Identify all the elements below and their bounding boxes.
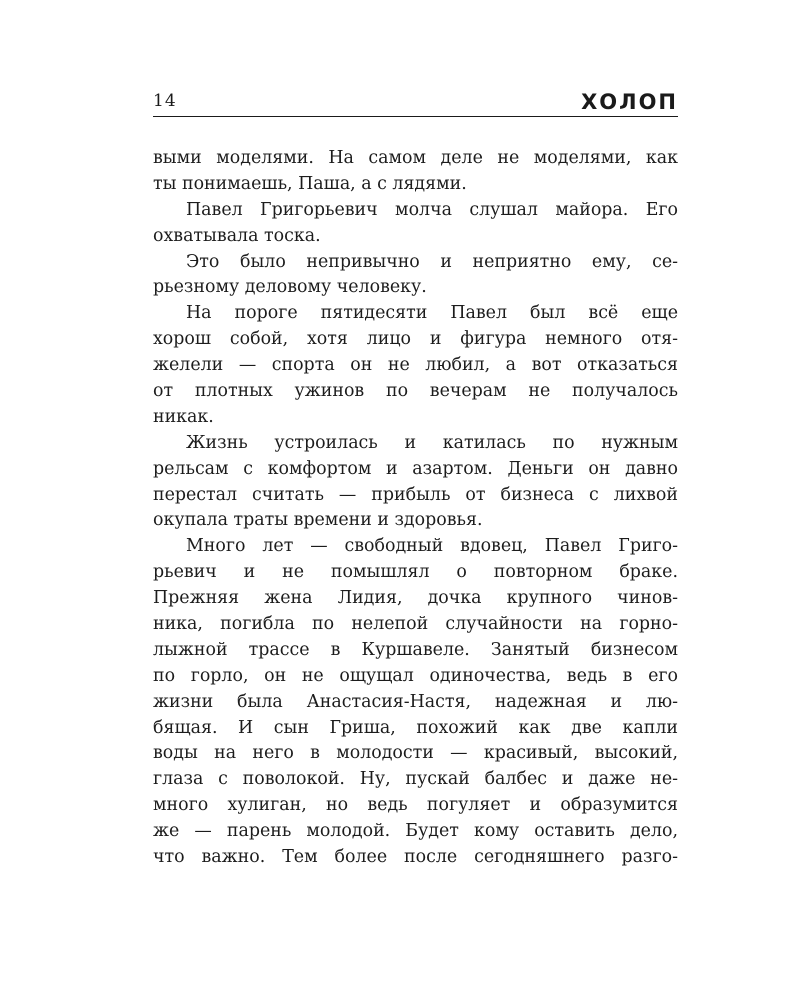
paragraph: [153, 301, 678, 430]
text-line: по горло, он не ощущал одиночества, ведь в его: [153, 665, 678, 686]
text-line: Павел Григорьевич молча слушал майора. Его: [186, 199, 678, 220]
paragraph: [153, 250, 678, 302]
text-line: ника, погибла по нелепой случайности на горно-: [153, 614, 678, 635]
text-line: глаза с поволокой. Ну, пускай балбес и даже не-: [153, 769, 678, 790]
text-line: выми моделями. На самом деле не моделями, как: [153, 148, 678, 168]
text-line: никак.: [153, 406, 214, 427]
text-line: На пороге пятидесяти Павел был всё еще: [186, 303, 678, 324]
text-line: воды на него в молодости — красивый, высокий,: [153, 743, 678, 764]
text-line: рьезному деловому человеку.: [153, 277, 427, 298]
text-line: много хулиган, но ведь погуляет и образумится: [153, 795, 678, 816]
text-line: ты понимаешь, Паша, а с лядями.: [153, 173, 467, 194]
text-line: рельсам с комфортом и азартом. Деньги он давно: [153, 458, 678, 479]
text-line: охватывала тоска.: [153, 225, 321, 246]
text-line: жизни была Анастасия-Настя, надежная и лю-: [153, 691, 678, 712]
text-line: Прежняя жена Лидия, дочка крупного чинов-: [153, 588, 678, 609]
text-line: Много лет — свободный вдовец, Павел Григо-: [186, 536, 678, 557]
text-line: Это было непривычно и неприятно ему, се-: [186, 251, 678, 272]
book-title: ХОЛОП: [581, 90, 678, 114]
paragraph: [153, 146, 678, 198]
paragraph: [153, 431, 678, 535]
text-line: перестал считать — прибыль от бизнеса с лихвой: [153, 484, 678, 505]
text-line: рьевич и не помышлял о повторном браке.: [153, 562, 678, 583]
paragraph: [153, 198, 678, 250]
body-text: [153, 146, 678, 871]
text-line: бящая. И сын Гриша, похожий как две капли: [153, 717, 678, 738]
text-line: что важно. Тем более после сегодняшнего разго-: [153, 847, 678, 868]
page-number: 14: [153, 91, 177, 111]
running-head: [153, 86, 678, 117]
text-line: лыжной трассе в Куршавеле. Занятый бизнесом: [153, 639, 678, 660]
text-line: хорош собой, хотя лицо и фигура немного отя-: [153, 329, 678, 350]
text-line: окупала траты времени и здоровья.: [153, 510, 483, 531]
text-line: же — парень молодой. Будет кому оставить дело,: [153, 821, 678, 842]
paragraph: [153, 534, 678, 871]
text-line: Жизнь устроилась и катилась по нужным: [186, 432, 678, 453]
text-line: от плотных ужинов по вечерам не получалось: [153, 381, 678, 402]
text-line: желели — спорта он не любил, а вот отказаться: [153, 355, 678, 376]
